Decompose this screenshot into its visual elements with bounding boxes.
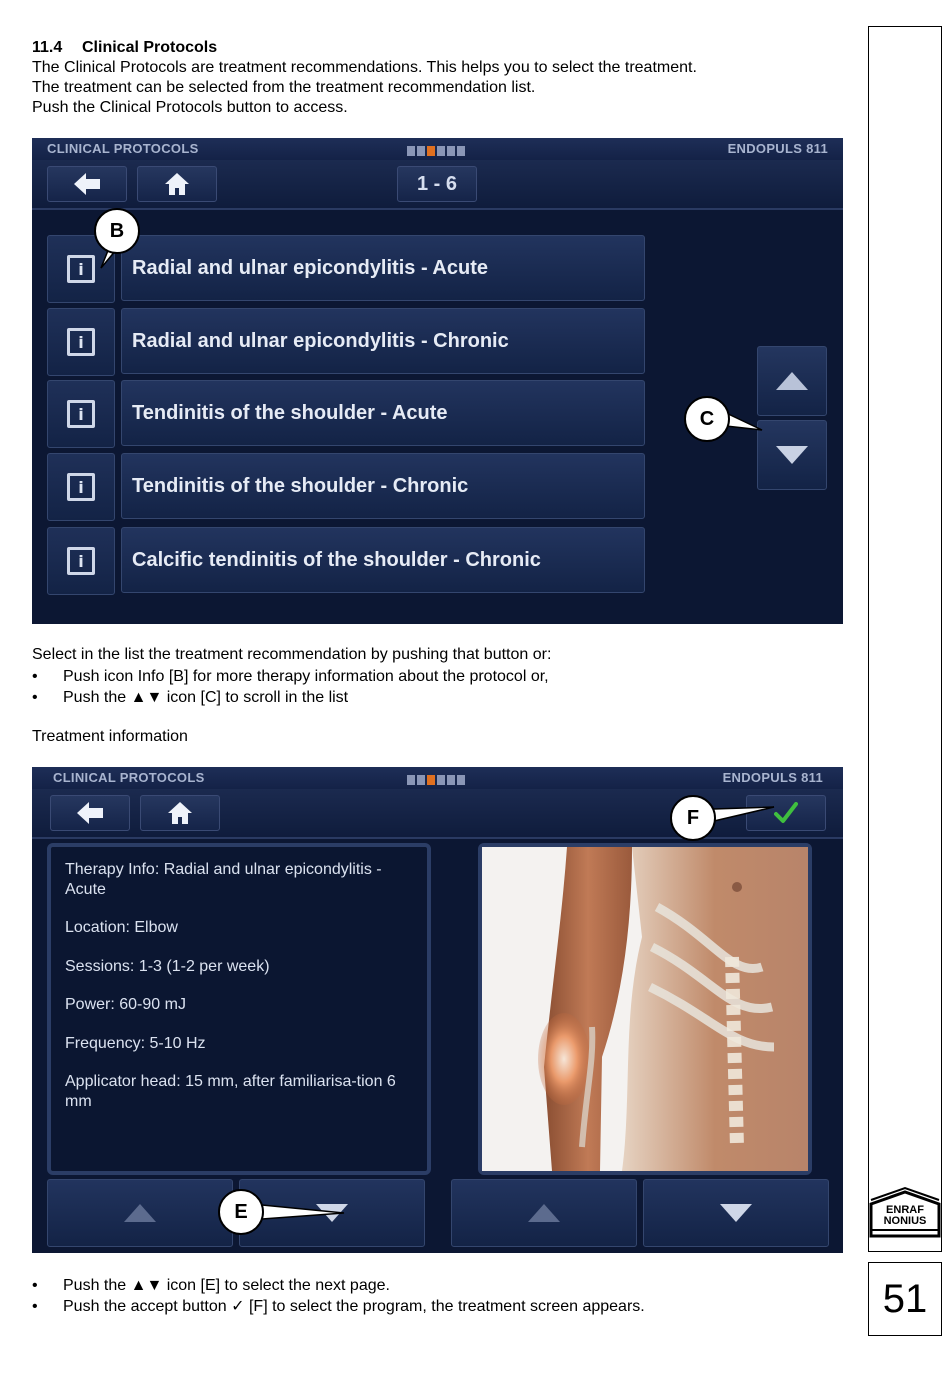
intro-line-1: The Clinical Protocols are treatment recommendations. This helps you to select the treatment. [32,59,697,76]
home-icon [168,802,192,824]
info-button-3[interactable] [47,380,115,448]
protocol-item-1[interactable]: Radial and ulnar epicondylitis - Acute [121,235,645,301]
checkmark-icon [774,802,798,824]
page-indicator: 1 - 6 [397,166,477,202]
callout-b: B [94,208,140,254]
callout-c: C [684,396,730,442]
list-item: • Push icon Info [B] for more therapy information about the protocol or, [32,666,832,687]
callout-f: F [670,795,716,841]
anatomy-image [482,847,808,1171]
arrow-down-icon [776,446,808,464]
info-icon: i [67,547,95,575]
therapy-info-location: Location: Elbow [65,919,178,936]
callout-e: E [218,1189,264,1235]
home-icon [165,173,189,195]
callout-e-pointer [260,1201,346,1223]
image-down-button[interactable] [643,1179,829,1247]
nav-bar [32,160,843,210]
clinical-protocols-screen-info [32,767,843,1253]
info-button-5[interactable] [47,527,115,595]
list-item: • Push the ▲▼ icon [C] to scroll in the list [32,687,832,708]
protocol-item-5[interactable]: Calcific tendinitis of the shoulder - Chronic [121,527,645,593]
back-arrow-icon [74,173,100,195]
back-button[interactable] [47,166,127,202]
info-icon: i [67,255,95,283]
protocol-item-4[interactable]: Tendinitis of the shoulder - Chronic [121,453,645,519]
back-arrow-icon [77,802,103,824]
therapy-info-power: Power: 60-90 mJ [65,996,186,1013]
scroll-up-button[interactable] [757,346,827,416]
scroll-down-button[interactable] [757,420,827,490]
image-up-button[interactable] [451,1179,637,1247]
section-title: Clinical Protocols [82,39,218,56]
device-name: ENDOPULS 811 [727,141,828,156]
device-name: ENDOPULS 811 [722,770,823,785]
screen-header [32,767,843,789]
section-number: 11.4 [32,39,63,56]
arrow-down-icon [720,1204,752,1222]
therapy-info-frequency: Frequency: 5-10 Hz [65,1034,206,1052]
arrow-up-icon [124,1204,156,1222]
intro-line-3: Push the Clinical Protocols button to access. [32,99,348,116]
instructions-list-1 [32,666,832,708]
brand-mark-icon [407,773,467,783]
info-page-up-button[interactable] [47,1179,233,1247]
therapy-info-applicator: Applicator head: 15 mm, after familiarisa-tion 6 mm [65,1073,396,1110]
protocol-item-2[interactable]: Radial and ulnar epicondylitis - Chronic [121,308,645,374]
arrow-up-icon [776,372,808,390]
treatment-info-heading: Treatment information [32,728,188,745]
back-button[interactable] [50,795,130,831]
info-icon: i [67,400,95,428]
home-button[interactable] [140,795,220,831]
screen-title: CLINICAL PROTOCOLS [47,141,199,156]
protocol-item-3[interactable]: Tendinitis of the shoulder - Acute [121,380,645,446]
list-item: • Push the ▲▼ icon [E] to select the next page. [32,1275,852,1296]
therapy-info-panel [47,843,431,1175]
enraf-nonius-logo [868,1186,942,1242]
callout-f-pointer [712,803,776,825]
anatomy-image-frame [478,843,812,1175]
arrow-up-icon [528,1204,560,1222]
therapy-info-title: Therapy Info: Radial and ulnar epicondylitis - Acute [65,861,382,898]
margin-box [868,26,942,1252]
logo-text-2: NONIUS [883,1215,927,1227]
logo-icon [868,1186,942,1242]
logo-text-1: ENRAF [886,1204,924,1216]
info-icon: i [67,328,95,356]
home-button[interactable] [137,166,217,202]
brand-mark-icon [407,144,467,154]
clinical-protocols-screen-list [32,138,843,624]
instructions-lead: Select in the list the treatment recommendation by pushing that button or: [32,646,552,663]
therapy-info-sessions: Sessions: 1-3 (1-2 per week) [65,957,270,975]
screen-title: CLINICAL PROTOCOLS [53,770,205,785]
screen-header [32,138,843,160]
info-button-2[interactable] [47,308,115,376]
info-icon: i [67,473,95,501]
page-number: 51 [868,1262,942,1336]
intro-line-2: The treatment can be selected from the treatment recommendation list. [32,79,536,96]
info-button-4[interactable] [47,453,115,521]
instructions-list-2 [32,1275,852,1317]
section-heading [32,38,217,58]
list-item: • Push the accept button ✓ [F] to select the program, the treatment screen appears. [32,1296,852,1317]
